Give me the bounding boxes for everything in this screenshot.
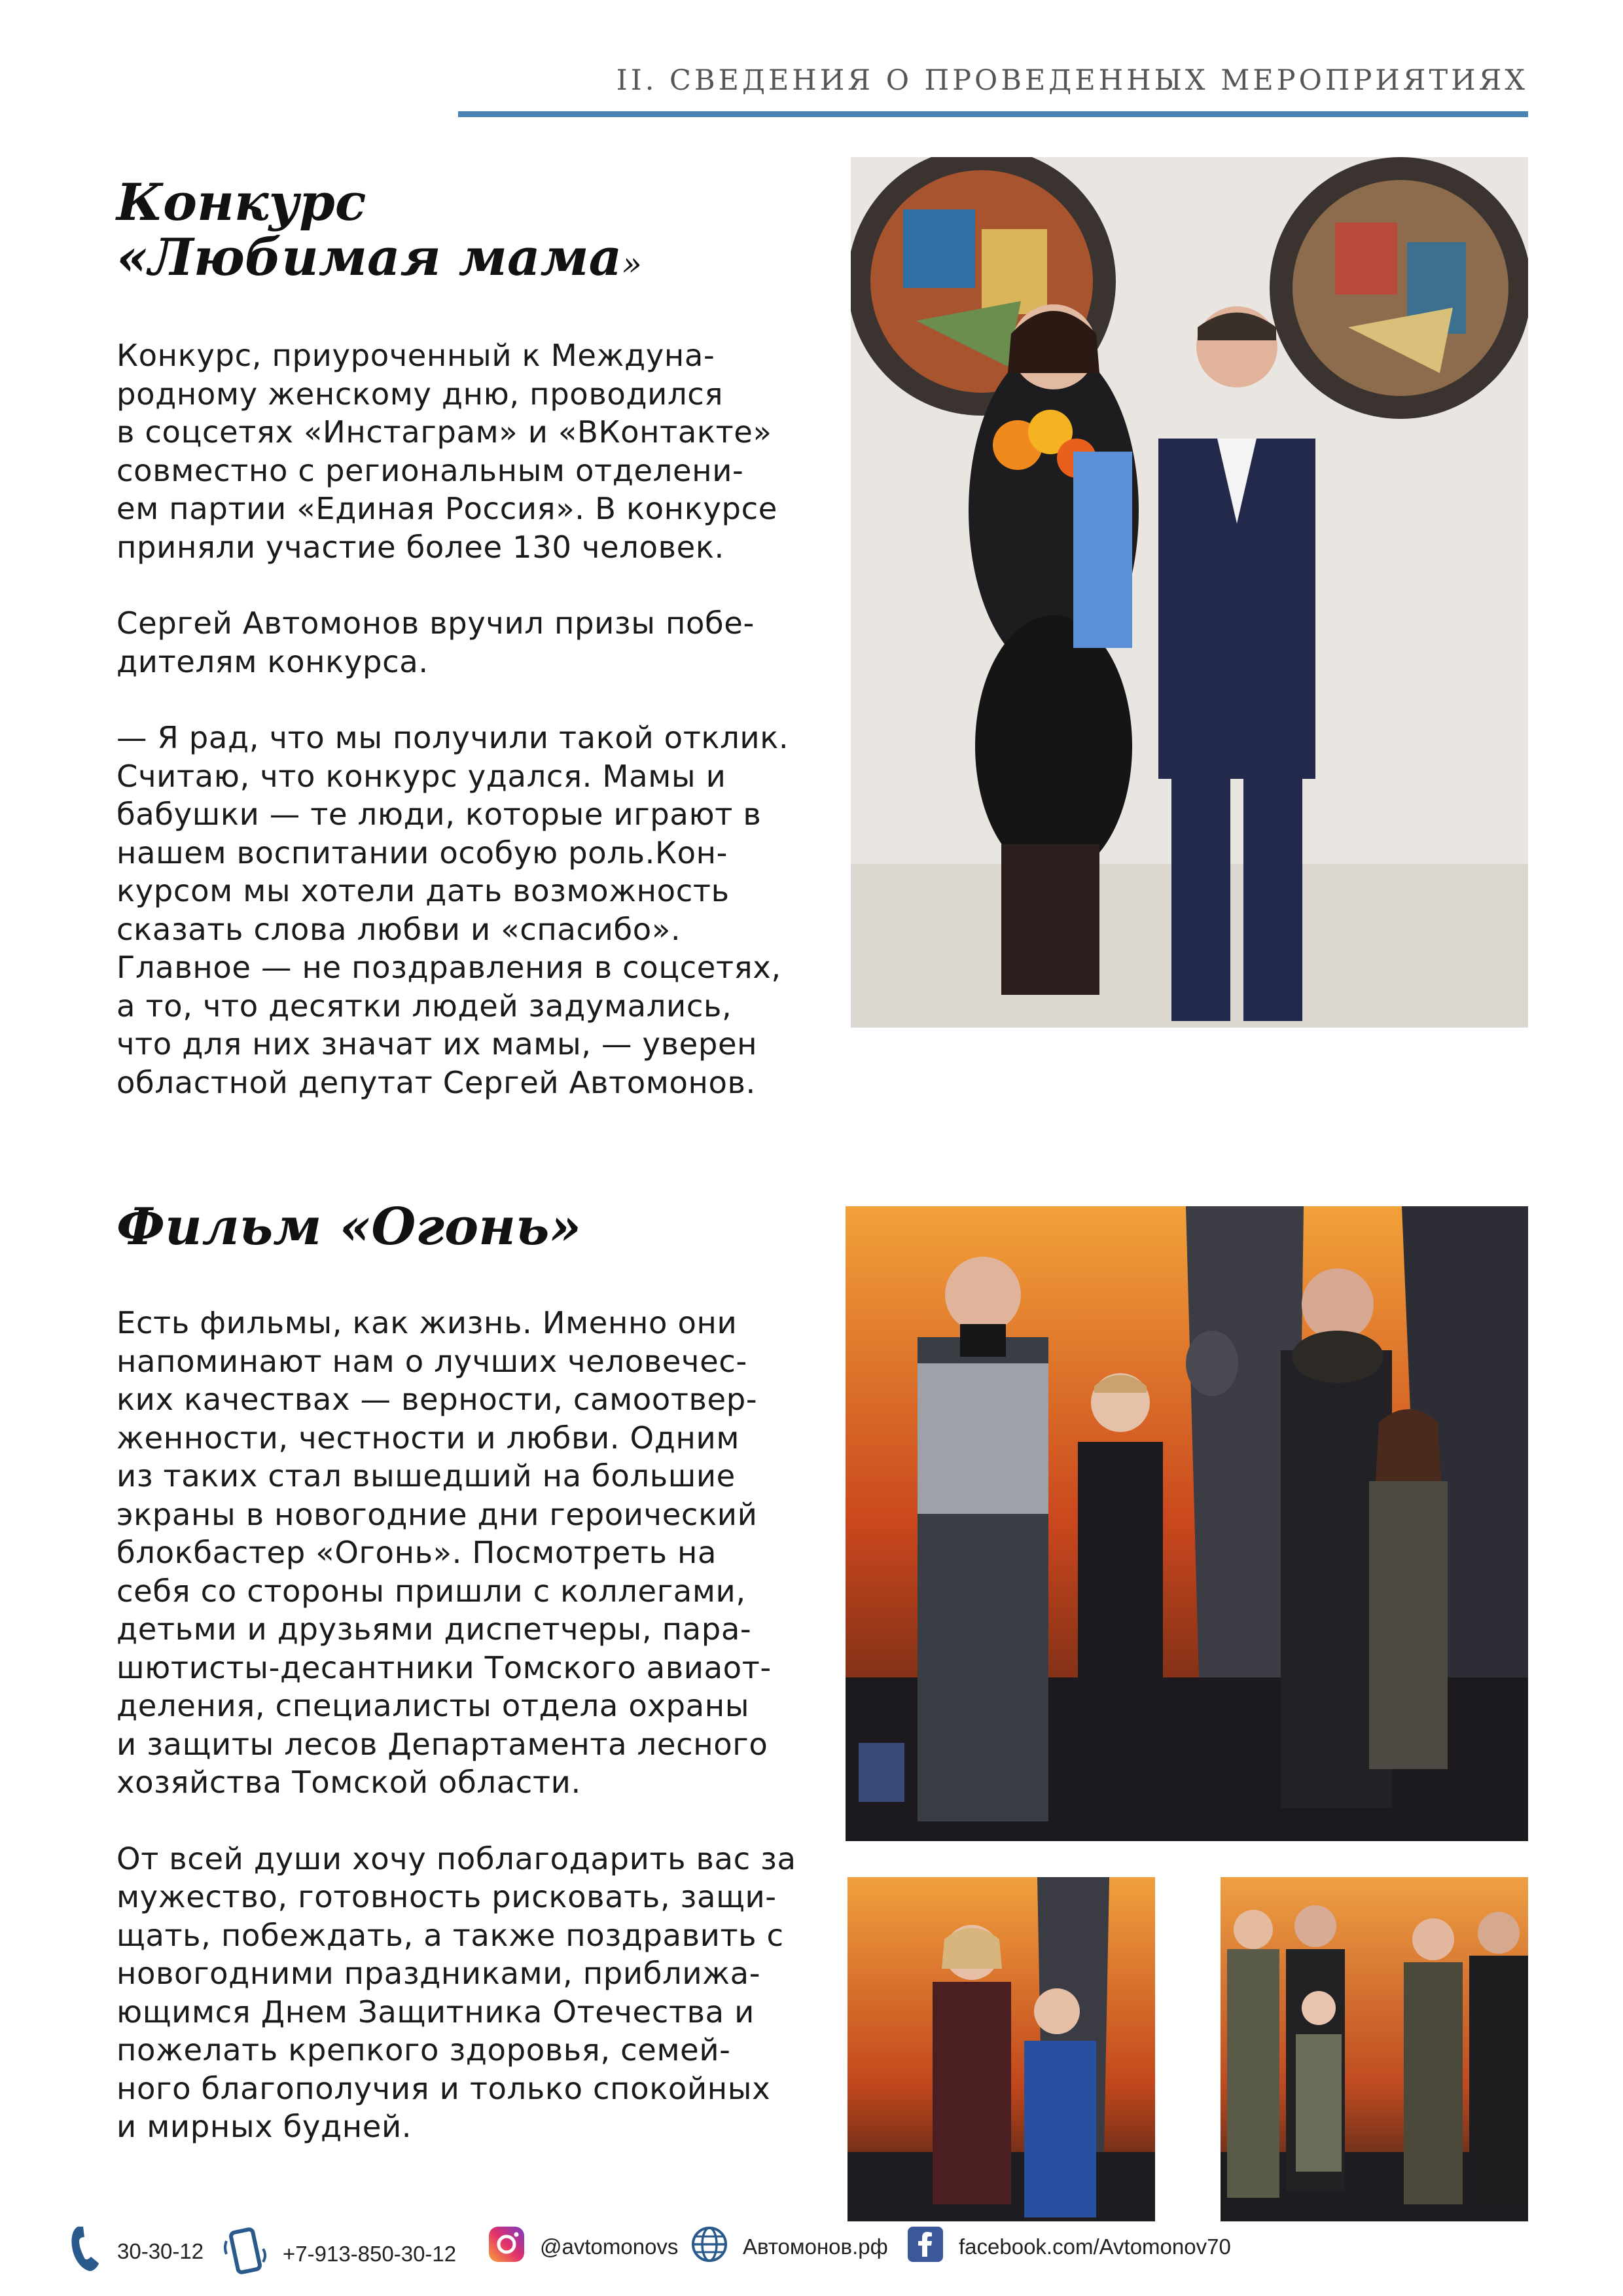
phone-icon <box>69 2225 103 2278</box>
photo-cinema-group <box>846 1206 1528 1841</box>
s1-text-line: — Я рад, что мы получили такой отклик. <box>116 720 789 755</box>
section1-title <box>116 173 642 287</box>
s2-text-line: женности, честности и любви. Одним <box>116 1420 740 1456</box>
s1-text-line: родному женскому дню, проводился <box>116 376 724 412</box>
s2-text-line: деления, специалисты отдела охраны <box>116 1688 750 1723</box>
footer-instagram-text: @avtomonovs <box>540 2234 679 2259</box>
photo-cinema-mother-son <box>847 1877 1155 2221</box>
section2-title: Фильм «Огонь» <box>116 1197 582 1257</box>
s2-text-line: щать, побеждать, а также поздравить с <box>116 1917 784 1953</box>
section-header: II. СВЕДЕНИЯ О ПРОВЕДЕННЫХ МЕРОПРИЯТИЯХ <box>616 64 1528 97</box>
section1-title-open-quote: « <box>116 227 149 287</box>
section2-body <box>116 1304 797 2146</box>
footer-mobile[interactable] <box>223 2225 456 2283</box>
globe-icon <box>690 2225 728 2269</box>
section1-body <box>116 336 797 1102</box>
section1-title-close-quote: » <box>622 244 642 283</box>
section1-title-line1: Конкурс <box>116 173 366 232</box>
footer-facebook[interactable] <box>906 2225 1231 2269</box>
s2-text-line: новогодними праздниками, приближа- <box>116 1956 761 1991</box>
s2-text-line: От всей души хочу поблагодарить вас за <box>116 1840 796 1876</box>
photo-cinema-family <box>1221 1877 1528 2221</box>
s2-text-line: из таких стал вышедший на большие <box>116 1458 736 1494</box>
s1-text-line: бабушки — те люди, которые играют в <box>116 797 762 832</box>
s1-text-line: что для них значат их мамы, — уверен <box>116 1026 758 1062</box>
s2-text-line: ного благополучия и только спокойных <box>116 2070 771 2106</box>
footer-website[interactable] <box>690 2225 888 2269</box>
footer-phone-text: 30-30-12 <box>117 2239 204 2263</box>
photo-gallery-award <box>851 157 1528 1028</box>
s1-text-line: Главное — не поздравления в соцсетях, <box>116 950 781 985</box>
s2-text-line: детьми и друзьями диспетчеры, пара- <box>116 1611 752 1647</box>
s1-text-line: Конкурс, приуроченный к Междуна- <box>116 338 715 373</box>
s2-text-line: ющимся Днем Защитника Отечества и <box>116 1994 755 2030</box>
footer-mobile-text: +7-913-850-30-12 <box>283 2242 457 2266</box>
mobile-phone-icon <box>223 2225 268 2283</box>
footer-facebook-text: facebook.com/Avtomonov70 <box>959 2234 1231 2259</box>
facebook-icon <box>906 2225 944 2269</box>
s2-text-line: экраны в новогодние дни героический <box>116 1496 758 1532</box>
s1-text-line: в соцсетях «Инстаграм» и «ВКонтакте» <box>116 414 772 450</box>
s2-text-line: хозяйства Томской области. <box>116 1765 581 1800</box>
s1-text-line: Считаю, что конкурс удался. Мамы и <box>116 758 726 794</box>
s2-text-line: блокбастер «Огонь». Посмотреть на <box>116 1535 717 1570</box>
s1-text-line: ем партии «Единая Россия». В конкурсе <box>116 491 777 526</box>
s2-text-line: и защиты лесов Департамента лесного <box>116 1726 768 1762</box>
s1-text-line: а то, что десятки людей задумались, <box>116 988 732 1024</box>
s1-text-line: приняли участие более 130 человек. <box>116 529 724 565</box>
s1-text-line: курсом мы хотели дать возможность <box>116 873 730 908</box>
s2-text-line: Есть фильмы, как жизнь. Именно они <box>116 1305 738 1340</box>
s2-text-line: пожелать крепкого здоровья, семей- <box>116 2032 731 2068</box>
footer-website-text: Автомонов.рф <box>743 2234 888 2259</box>
s1-text-line: дителям конкурса. <box>116 643 429 679</box>
instagram-icon <box>488 2225 526 2269</box>
s1-text-line: нашем воспитании особую роль.Кон- <box>116 834 728 870</box>
section1-title-line2: Любимая мама <box>148 227 622 287</box>
s2-text-line: шютисты-десантники Томского авиаот- <box>116 1649 772 1685</box>
s2-text-line: себя со стороны пришли с коллегами, <box>116 1573 746 1609</box>
s1-text-line: совместно с региональным отделени- <box>116 452 744 488</box>
s2-text-line: ких качествах — верности, самоотвер- <box>116 1382 758 1417</box>
s2-text-line: напоминают нам о лучших человечес- <box>116 1343 747 1379</box>
s1-text-line: областной депутат Сергей Автомонов. <box>116 1064 756 1100</box>
footer-instagram[interactable] <box>488 2225 678 2269</box>
s1-text-line: Сергей Автомонов вручил призы побе- <box>116 605 755 641</box>
s1-text-line: сказать слова любви и «спасибо». <box>116 911 681 947</box>
s2-text-line: мужество, готовность рисковать, защи- <box>116 1879 777 1914</box>
footer-phone[interactable] <box>69 2225 204 2278</box>
s2-text-line: и мирных будней. <box>116 2109 412 2144</box>
header-divider <box>458 111 1528 117</box>
